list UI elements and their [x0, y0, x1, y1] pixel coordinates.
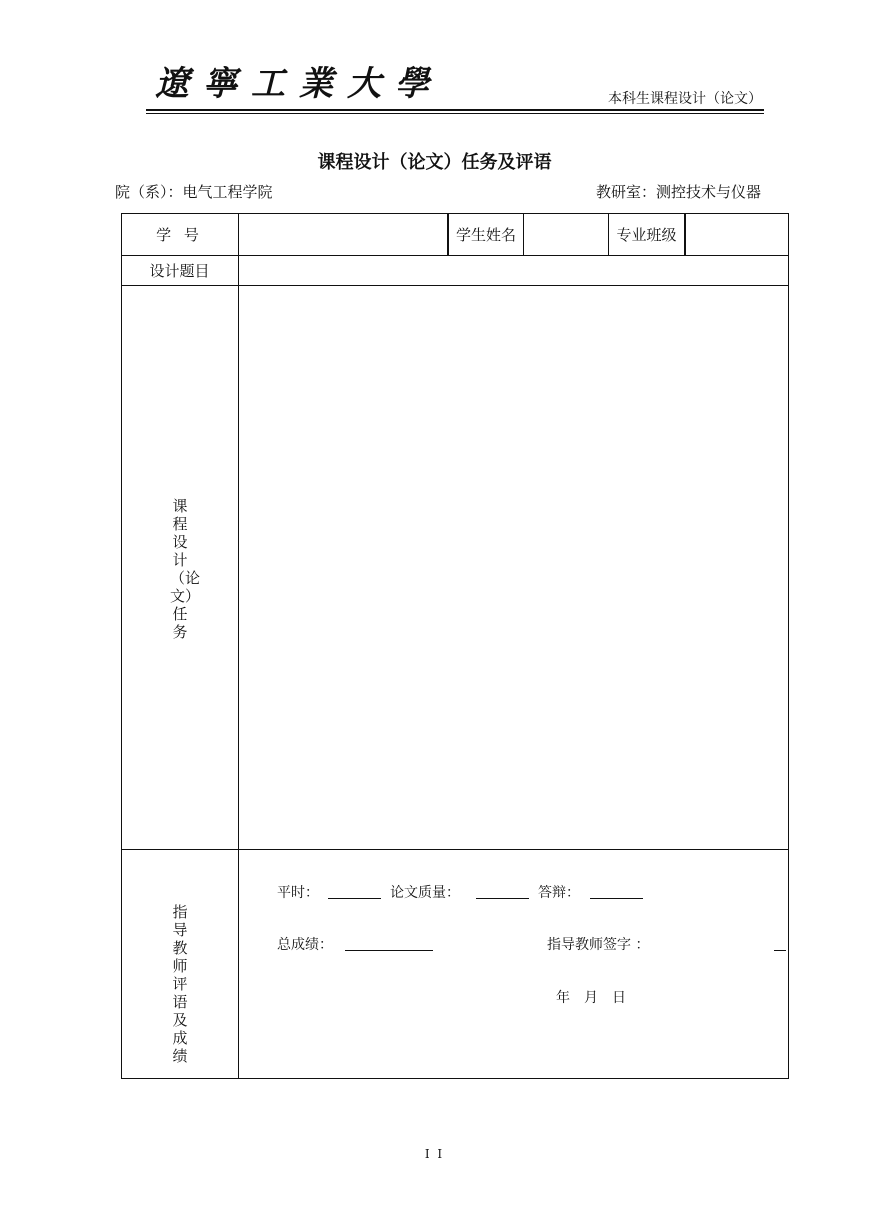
student-name-label: 学生姓名 [455, 225, 516, 244]
paper-quality-blank[interactable] [476, 898, 529, 899]
defense-label: 答辩： [538, 885, 580, 901]
date-label: 年 月 日 [556, 990, 626, 1006]
task-label: 课程设计（论文）任务 [170, 497, 201, 641]
page-number: I I [424, 1147, 445, 1161]
topic-label: 设计题目 [149, 261, 210, 280]
university-logo: 遼寧工業大學 [155, 64, 443, 104]
page-title: 课程设计（论文）任务及评语 [317, 152, 552, 173]
department-label: 院（系）：电气工程学院 [115, 183, 273, 201]
header-rule-thin [146, 113, 764, 114]
topic-field[interactable] [239, 256, 788, 285]
total-score-label: 总成绩： [277, 937, 333, 953]
total-score-blank[interactable] [345, 950, 433, 951]
paper-quality-label: 论文质量： [390, 885, 460, 901]
major-class-field[interactable] [686, 214, 788, 254]
advisor-signature-blank[interactable] [774, 950, 786, 951]
usual-score-label: 平时： [277, 885, 319, 901]
review-label: 指导教师评语及成绩 [172, 903, 188, 1065]
advisor-signature-label: 指导教师签字 ： [547, 937, 650, 953]
row-divider [121, 849, 789, 850]
header-rule-thick [146, 109, 764, 111]
student-name-field[interactable] [524, 214, 607, 254]
defense-blank[interactable] [590, 898, 643, 899]
major-class-label: 专业班级 [616, 225, 677, 244]
usual-score-blank[interactable] [328, 898, 381, 899]
task-content-area[interactable] [239, 286, 788, 849]
document-type: 本科生课程设计（论文） [608, 91, 762, 107]
student-id-label: 学 号 [156, 225, 203, 244]
student-id-field[interactable] [239, 214, 446, 254]
office-label: 教研室：测控技术与仪器 [595, 183, 761, 201]
